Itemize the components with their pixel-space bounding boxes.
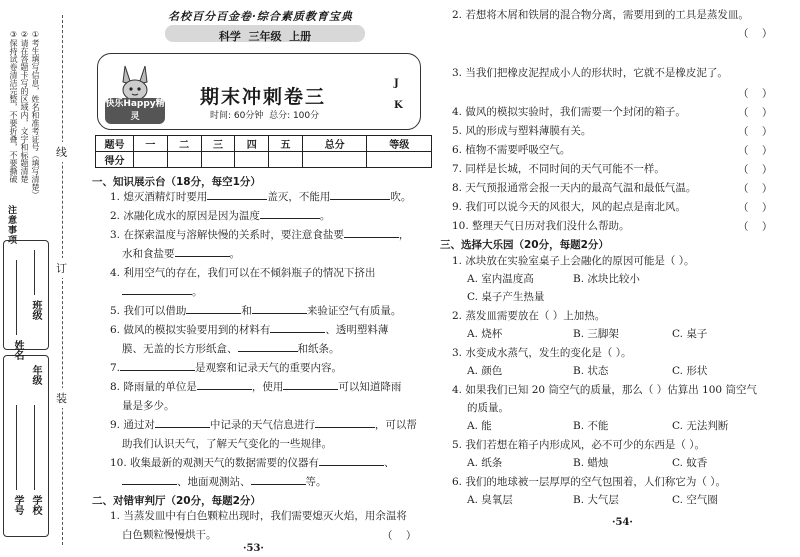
field-grade: 年级: [30, 365, 41, 385]
blank[interactable]: [344, 226, 399, 238]
blank[interactable]: [197, 378, 252, 390]
cut-word-pack: 装: [56, 388, 67, 408]
choice-q4-option-b[interactable]: B. 不能: [573, 420, 609, 432]
choice-q1-option-c[interactable]: C. 桌子产生热量: [467, 291, 545, 303]
exam-title: 期末冲刺卷三: [200, 86, 327, 108]
blank[interactable]: [175, 245, 230, 257]
judge-q9-answer[interactable]: （ ）: [738, 202, 773, 214]
fill-q1: 1. 熄灭酒精灯时要用 盖灭，不能用 吹。: [110, 188, 411, 207]
notes-label: 注意事项: [6, 205, 16, 245]
judge-q8-answer[interactable]: （ ）: [738, 183, 773, 195]
score-cell[interactable]: [134, 152, 168, 168]
choice-q6-option-a[interactable]: A. 臭氧层: [467, 494, 513, 506]
judge-q10-answer[interactable]: （ ）: [738, 221, 773, 233]
fill-q9: 9. 通过对 中记录的天气信息进行 ，可以帮: [110, 416, 417, 435]
judge-q7: 7. 同样是长城，不同时间的天气可能不一样。: [452, 163, 665, 175]
score-head-total: 总分: [302, 136, 367, 152]
series-title: 名校百分百金卷·综合素质教育宝典: [168, 10, 353, 23]
score-head-4: 四: [235, 136, 269, 152]
logo-mascot: [105, 62, 165, 120]
judge-q8: 8. 天气预报通常会报一天内的最高气温和最低气温。: [452, 182, 697, 194]
field-school: 学校: [30, 495, 41, 515]
fill-q3: 3. 在探索温度与溶解快慢的关系时，要注意食盐要 ，: [110, 226, 409, 245]
choice-q4: 4. 如果我们已知 20 筒空气的质量，那么（ ）估算出 100 筒空气: [452, 384, 757, 396]
judge-q6-answer[interactable]: （ ）: [738, 145, 773, 157]
score-table-header-row: [96, 136, 432, 152]
score-cell[interactable]: [269, 152, 303, 168]
judge-q1-cont: 白色颗粒慢慢烘干。: [122, 529, 217, 541]
section-3-heading: 三、选择大乐园（20分，每题2分）: [440, 239, 609, 251]
field-student-no-line[interactable]: [16, 405, 17, 490]
choice-q2-option-a[interactable]: A. 烧杯: [467, 328, 503, 340]
choice-q5-option-c[interactable]: C. 蚊香: [672, 457, 708, 469]
choice-q1: 1. 冰块放在实验室桌子上会融化的原因可能是（ ）。: [452, 255, 695, 267]
fill-q3-cont: 水和食盐要 。: [122, 245, 240, 264]
blank[interactable]: [238, 340, 298, 352]
score-head-2: 二: [167, 136, 201, 152]
field-name-line[interactable]: [16, 260, 17, 335]
judge-q2: 2. 若想将木屑和铁屑的混合物分离，需要用到的工具是蒸发皿。: [452, 9, 749, 21]
field-school-line[interactable]: [34, 405, 35, 490]
judge-q1-answer[interactable]: （ ）: [382, 530, 417, 542]
choice-q1-option-b[interactable]: B. 冰块比较小: [573, 273, 640, 285]
fill-q9-cont: 助我们认识天气，了解天气变化的一些规律。: [122, 438, 332, 450]
blank[interactable]: [319, 454, 384, 466]
choice-q4-option-a[interactable]: A. 能: [467, 420, 492, 432]
judge-q3: 3. 当我们把橡皮泥捏成小人的形状时，它就不是橡皮泥了。: [452, 67, 728, 79]
fill-q8-cont: 量是多少。: [122, 400, 175, 412]
score-cell[interactable]: [235, 152, 269, 168]
fill-q6: 6. 做风的模拟实验要用到的材料有 、透明塑料薄: [110, 321, 388, 340]
choice-q6: 6. 我们的地球被一层厚厚的空气包围着，人们称它为（ ）。: [452, 476, 726, 488]
choice-q3: 3. 水变成水蒸气，发生的变化是（ ）。: [452, 347, 632, 359]
section-1-heading: 一、知识展示台（18分，每空1分）: [92, 176, 261, 188]
field-class: 班级: [30, 300, 41, 320]
judge-q6: 6. 植物不需要呼吸空气。: [452, 144, 571, 156]
choice-q6-option-b[interactable]: B. 大气层: [573, 494, 619, 506]
judge-q9: 9. 我们可以说今天的风很大，风的起点是南北风。: [452, 201, 686, 213]
score-cell[interactable]: [302, 152, 367, 168]
score-table-score-row: [96, 152, 432, 168]
blank[interactable]: [122, 283, 192, 295]
blank[interactable]: [252, 302, 307, 314]
judge-q2-answer[interactable]: （ ）: [738, 28, 773, 40]
cut-line: [62, 15, 63, 545]
judge-q10: 10. 整理天气日历对我们没什么帮助。: [452, 220, 630, 232]
choice-q5: 5. 我们若想在箱子内形成风，必不可少的东西是（ ）。: [452, 439, 705, 451]
fill-q2: 2. 冰融化成水的原因是因为温度 。: [110, 207, 330, 226]
blank[interactable]: [260, 207, 320, 219]
fill-q10-cont: 、地面观测站、 等。: [122, 473, 327, 492]
page-number-right: ·54·: [612, 517, 633, 528]
score-cell[interactable]: [167, 152, 201, 168]
field-class-line[interactable]: [34, 250, 35, 295]
score-head-5: 五: [269, 136, 303, 152]
cut-word-bind: 订: [56, 258, 67, 278]
judge-q5: 5. 风的形成与塑料薄膜有关。: [452, 125, 592, 137]
choice-q2: 2. 蒸发皿需要放在（ ）上加热。: [452, 310, 606, 322]
judge-q4: 4. 做风的模拟实验时，我们需要一个封闭的箱子。: [452, 106, 686, 118]
score-table: [95, 135, 432, 168]
notes-line-1: ①考生填写信息，姓名和准考证号（填写清楚）: [31, 30, 40, 199]
judge-q1: 1. 当蒸发皿中有白色颗粒出现时，我们需要熄灭火焰，用余温将: [110, 510, 407, 522]
choice-q2-option-c[interactable]: C. 桌子: [672, 328, 708, 340]
fill-q10: 10. 收集最新的观测天气的数据需要的仪器有 、: [110, 454, 395, 473]
judge-q3-answer[interactable]: （ ）: [738, 88, 773, 100]
fill-q7: 7. 是观察和记录天气的重要内容。: [110, 359, 342, 378]
field-name: 姓名: [12, 340, 23, 360]
score-head-label: 题号: [96, 136, 134, 152]
choice-q3-option-c[interactable]: C. 形状: [672, 365, 708, 377]
choice-q1-option-a[interactable]: A. 室内温度高: [467, 273, 534, 285]
score-cell[interactable]: [201, 152, 235, 168]
fill-q4: 4. 利用空气的存在，我们可以在不倾斜瓶子的情况下挤出: [110, 267, 376, 279]
blank[interactable]: [155, 416, 210, 428]
corner-mark-j: J: [394, 78, 399, 89]
logo-text: 快乐Happy精灵: [105, 99, 165, 122]
blank[interactable]: [330, 188, 390, 200]
score-cell[interactable]: [367, 152, 432, 168]
blank[interactable]: [120, 359, 195, 371]
score-head-1: 一: [134, 136, 168, 152]
judge-q4-answer[interactable]: （ ）: [738, 107, 773, 119]
judge-q5-answer[interactable]: （ ）: [738, 126, 773, 138]
exam-meta: 时间: 60分钟 总分: 100分: [210, 111, 320, 121]
choice-q4-cont: 的质量。: [467, 402, 509, 414]
field-student-no: 学号: [12, 495, 23, 515]
corner-mark-k: K: [394, 100, 403, 111]
subject-line: 科学 三年级 上册: [218, 30, 312, 43]
blank[interactable]: [251, 473, 306, 485]
section-2-heading: 二、对错审判厅（20分，每题2分）: [92, 495, 261, 507]
choice-q5-option-b[interactable]: B. 蜡烛: [573, 457, 609, 469]
choice-q6-option-c[interactable]: C. 空气圈: [672, 494, 718, 506]
binding-sidebar: [0, 0, 52, 557]
choice-q2-option-b[interactable]: B. 三脚架: [573, 328, 619, 340]
page-number-left: ·53·: [243, 543, 264, 554]
blank[interactable]: [270, 321, 325, 333]
fill-q6-cont: 膜、无盖的长方形纸盒、 和纸条。: [122, 340, 340, 359]
blank[interactable]: [207, 188, 267, 200]
score-head-3: 三: [201, 136, 235, 152]
fill-q8: 8. 降雨量的单位是 ，使用 可以知道降雨: [110, 378, 401, 397]
blank[interactable]: [122, 473, 177, 485]
choice-q4-option-c[interactable]: C. 无法判断: [672, 420, 729, 432]
subject-banner: [165, 25, 365, 42]
choice-q5-option-a[interactable]: A. 纸条: [467, 457, 503, 469]
fill-q4-cont: 。: [122, 283, 203, 302]
blank[interactable]: [283, 378, 338, 390]
choice-q3-option-a[interactable]: A. 颜色: [467, 365, 503, 377]
blank[interactable]: [186, 302, 241, 314]
judge-q7-answer[interactable]: （ ）: [738, 164, 773, 176]
info-box-upper: [3, 240, 49, 350]
notes-line-2: ②请在答题卡写的区域内，文字和标题清楚: [20, 30, 29, 183]
fill-q5: 5. 我们可以借助 和 来验证空气有质量。: [110, 302, 401, 321]
score-head-grade: 等级: [367, 136, 432, 152]
choice-q3-option-b[interactable]: B. 状态: [573, 365, 609, 377]
notes-line-3: ③保持试卷清洁完整，不要折叠，不要撕破: [9, 30, 18, 183]
score-row-label: 得分: [96, 152, 134, 168]
cut-word-line: 线: [56, 142, 67, 162]
blank[interactable]: [315, 416, 375, 428]
